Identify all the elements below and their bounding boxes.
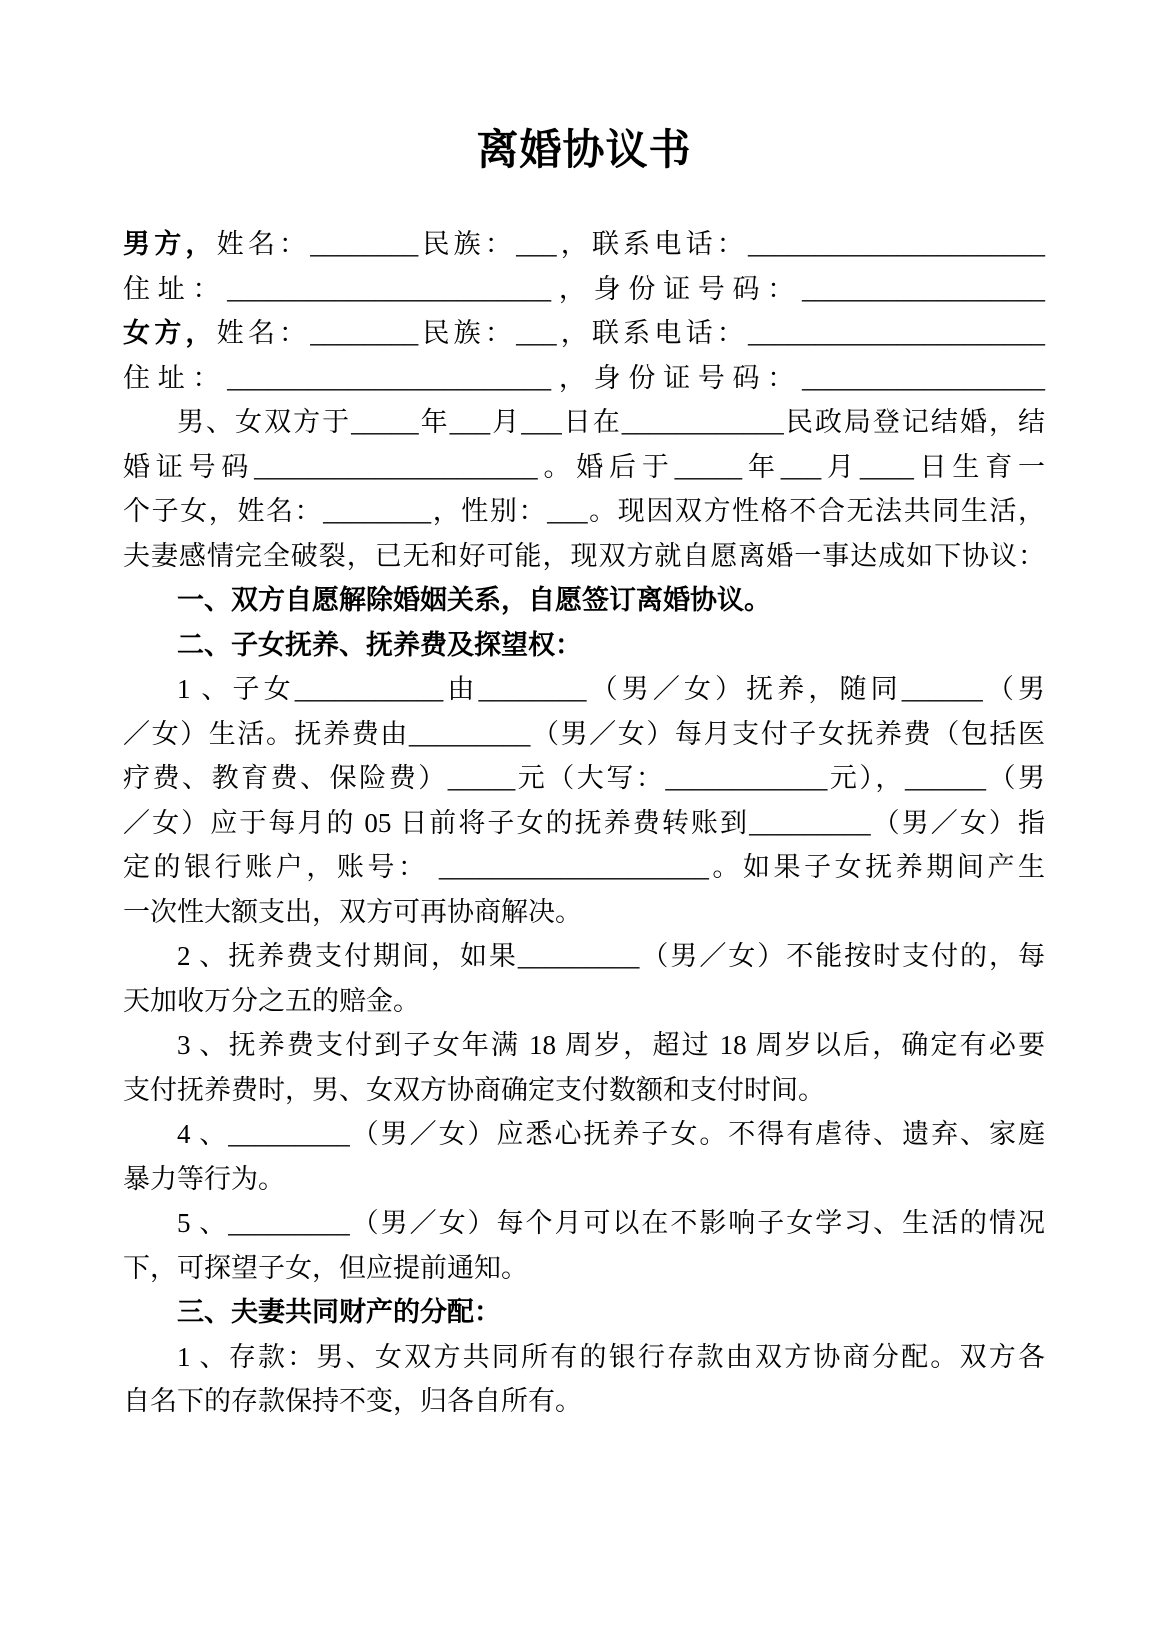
custody-clause-3-line-2: 支付抚养费时，男、女双方协商确定支付数额和支付时间。 <box>123 1074 825 1105</box>
custody-clause-1-line-6: 一次性大额支出，双方可再协商解决。 <box>123 896 582 927</box>
party-b-info-text: 姓名：________民族：___，联系电话：______________________ <box>216 318 1046 349</box>
party-a-info-text: 姓名：________民族：___，联系电话：______________________ <box>216 229 1046 260</box>
custody-clause-1-line-5: 定的银行账户，账号： ____________________。如果子女抚养期间产生 <box>123 852 1045 883</box>
custody-clause-1-line-3: 疗费、教育费、保险费）_____元（大写：____________元），______（男 <box>123 763 1045 794</box>
party-b-address-line: 住址：________________________，身份证号码：__________________ <box>123 362 1045 393</box>
section-1-heading: 一、双方自愿解除婚姻关系，自愿签订离婚协议。 <box>177 585 771 616</box>
party-a-info-line <box>123 222 1045 267</box>
section-3-heading: 三、夫妻共同财产的分配： <box>177 1297 501 1328</box>
custody-clause-5-line-1: 5 、_________（男／女）每个月可以在不影响子女学习、生活的情况 <box>177 1208 1045 1239</box>
party-a-address-line: 住址：________________________，身份证号码：__________________ <box>123 273 1045 304</box>
custody-clause-1-line-4: ／女）应于每月的 05 日前将子女的抚养费转账到_________（男／女）指 <box>123 807 1045 838</box>
document-title: 离婚协议书 <box>476 128 692 174</box>
party-b-info-line <box>123 311 1045 356</box>
custody-clause-4-line-2: 暴力等行为。 <box>123 1163 285 1194</box>
document-body <box>123 222 1045 1424</box>
property-clause-1-line-2: 自名下的存款保持不变，归各自所有。 <box>123 1386 582 1417</box>
marriage-registration-line-2: 婚证号码_____________________。婚后于_____年___月____日生育一 <box>123 451 1045 482</box>
party-b-label: 女方， <box>123 318 217 349</box>
custody-clause-1-line-1: 1 、子女___________由________（男／女）抚养，随同______（男 <box>177 674 1045 705</box>
custody-clause-2-line-1: 2 、抚养费支付期间，如果_________（男／女）不能按时支付的，每 <box>177 941 1045 972</box>
custody-clause-2-line-2: 天加收万分之五的赔金。 <box>123 985 420 1016</box>
section-2-heading: 二、子女抚养、抚养费及探望权： <box>177 629 582 660</box>
child-info-line: 个子女，姓名：________，性别：___。现因双方性格不合无法共同生活， <box>123 496 1045 527</box>
custody-clause-4-line-1: 4 、_________（男／女）应悉心抚养子女。不得有虐待、遗弃、家庭 <box>177 1119 1045 1150</box>
party-a-label: 男方， <box>123 229 217 260</box>
agreement-intro-line: 夫妻感情完全破裂，已无和好可能，现双方就自愿离婚一事达成如下协议： <box>123 540 1045 571</box>
marriage-registration-line-1: 男、女双方于_____年___月___日在____________民政局登记结婚，结 <box>177 407 1045 438</box>
custody-clause-5-line-2: 下，可探望子女，但应提前通知。 <box>123 1252 528 1283</box>
custody-clause-3-line-1: 3 、抚养费支付到子女年满 18 周岁，超过 18 周岁以后，确定有必要 <box>177 1030 1045 1061</box>
custody-clause-1-line-2: ／女）生活。抚养费由_________（男／女）每月支付子女抚养费（包括医 <box>123 718 1045 749</box>
property-clause-1-line-1: 1 、存款：男、女双方共同所有的银行存款由双方协商分配。双方各 <box>177 1341 1045 1372</box>
